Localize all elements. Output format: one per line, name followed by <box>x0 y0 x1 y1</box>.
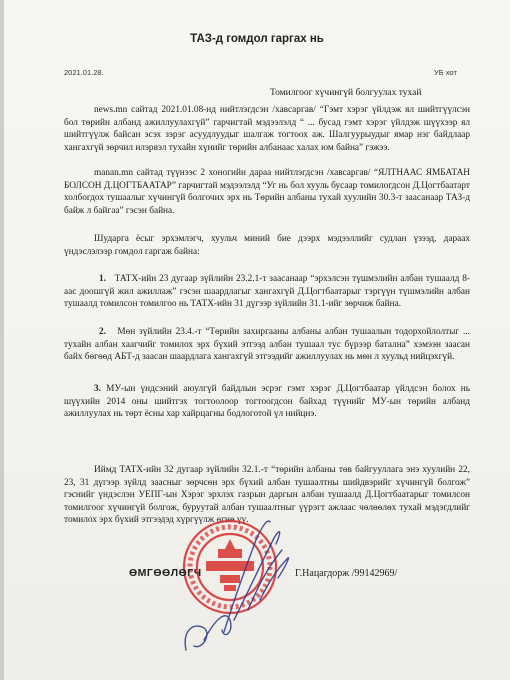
paragraph-3-text: Шударга ёсыг эрхэмлэгч, хуульч миний бие дээрх мэдээллийг судлан үзээд, дараах үндэслэлээр гомдол гаргаж байна: <box>64 234 470 257</box>
document-subject: Томилгоог хүчингүй болгуулах тухай <box>270 88 422 98</box>
paragraph-1-text: news.mn сайтад 2021.01.08-нд нийтлэгдсэн /хавсаргав/ “Гэмт хэрэг үйлдэж ял шийтгүүлсэн бол төрийн албанд ажиллуулахгүй” гарчигтай мэдээлэлд “ ... бусад гэмт хэрэг үйлдэж шүүхээр ял шийтгүүлж байсан эсэх зэрэг асуудлуудыг шалгаж тогтоох аж. Шалгуурыудыг ямар нэг байдлаар хангахгүй зөрчил илэрвэл тухайн хүнийг төрийн албанаас халах юм байна” гэжээ. <box>64 105 470 153</box>
list-number-1: 1. <box>99 274 106 284</box>
list-item-2-text: Мөн зүйлийн 23.4.-т “Төрийн захиргааны албаны албан тушаалын тодорхойлолтыг ... тухайн албан хаагчийг томилох эрх бүхий этгээд албан тушаал тус бүрээр батална” хэмээн заасан байх бөгөөд АБТ-д заасан шаардлага хангахгүй этгээдийг ажиллуулах нь мөн л хуульд нийцэхгүй. <box>64 327 470 363</box>
document-date: 2021.01.28. <box>64 68 104 77</box>
paragraph-2-text: manan.mn сайтад түүнээс 2 хоногийн дараа нийтлэгдсэн /хавсаргав/ “ЯЛТНААС ЯМБАТАН БОЛСОН Д.ЦОГТБААТАР” гарчигтай мэдээлэлд “Уг нь бол хууль бусаар томилогдсон Д.Цогтбаатарт холбогдох тушаалыг хүчингүй болгочих эрх нь Төрийн албаны тухай хуулийн 30.3-т заасанаар ТАЗ-д байж л байгаа” гэсэн байна. <box>64 168 470 216</box>
list-item-1-text: ТАТХ-ийн 23 дугаар зүйлийн 23.2.1-т заасанаар “эрхэлсэн түшмэлийн албан тушаалд 8-аас доошгүй жил ажиллаж” гэсэн шаардлагыг хангахгүй Д.Цогтбаатарыг тэргүүн түшмэлийн албан тушаалд томилсон томилгоо нь ТАТХ-ийн 31 дүгээр зүйлийн 31.1-ийг зөрчиж байна. <box>64 274 470 310</box>
list-number-3: 3. <box>94 384 101 394</box>
paragraph-conclusion-text: Иймд ТАТХ-ийн 32 дугаар зүйлийн 32.1.-т “төрийн албаны төв байгууллага энэ хуулийн 22, 23, 31 дүгээр зүйлд заасныг зөрчсөн эрх бүхий албан тушаалтны шийдвэрийг хүчингүй болгож” гэснийг үндэслэн УЕПГ-ын Хэрэг эрхлэх газрын даргын албан тушаалд Д.Цогтбаатарыг томилсон томилгоог хүчингүй болгож, буруутай албан тушаалтныг үүрэгт ажлаас чөлөөлөх тухай мэдэгдлийг томилох эрх бүхий этгээдэд хүргүүлж өгнө үү. <box>64 465 470 526</box>
paragraph-2 <box>64 167 470 217</box>
list-item-3 <box>64 383 470 421</box>
paragraph-3 <box>64 233 470 258</box>
document-page <box>4 0 510 680</box>
signer-contact: Г.Нацагдорж /99142969/ <box>295 568 398 579</box>
paragraph-1 <box>64 104 470 154</box>
list-number-2: 2. <box>99 327 106 337</box>
document-title: ТАЗ-д гомдол гаргах нь <box>190 33 324 45</box>
document-place: УБ хот <box>434 68 457 77</box>
list-item-1 <box>64 273 470 311</box>
list-item-3-text: МУ-ын үндсэний аюулгүй байдлын эсрэг гэмт хэрэг Д.Цогтбаатар үйлдсэн болох нь шүүхийн 2014 оны шийтгэх тогтоолоор тогтоогдсон байхад түүнийг МУ-ын төрийн албанд ажиллуулах нь төрт ёсны хар хайрцагны бодлоготой үл нийцнэ. <box>64 384 470 420</box>
list-item-2 <box>64 326 470 364</box>
signer-label: ӨМГӨӨЛӨГЧ <box>129 567 202 579</box>
handwritten-signature-icon <box>164 500 294 660</box>
